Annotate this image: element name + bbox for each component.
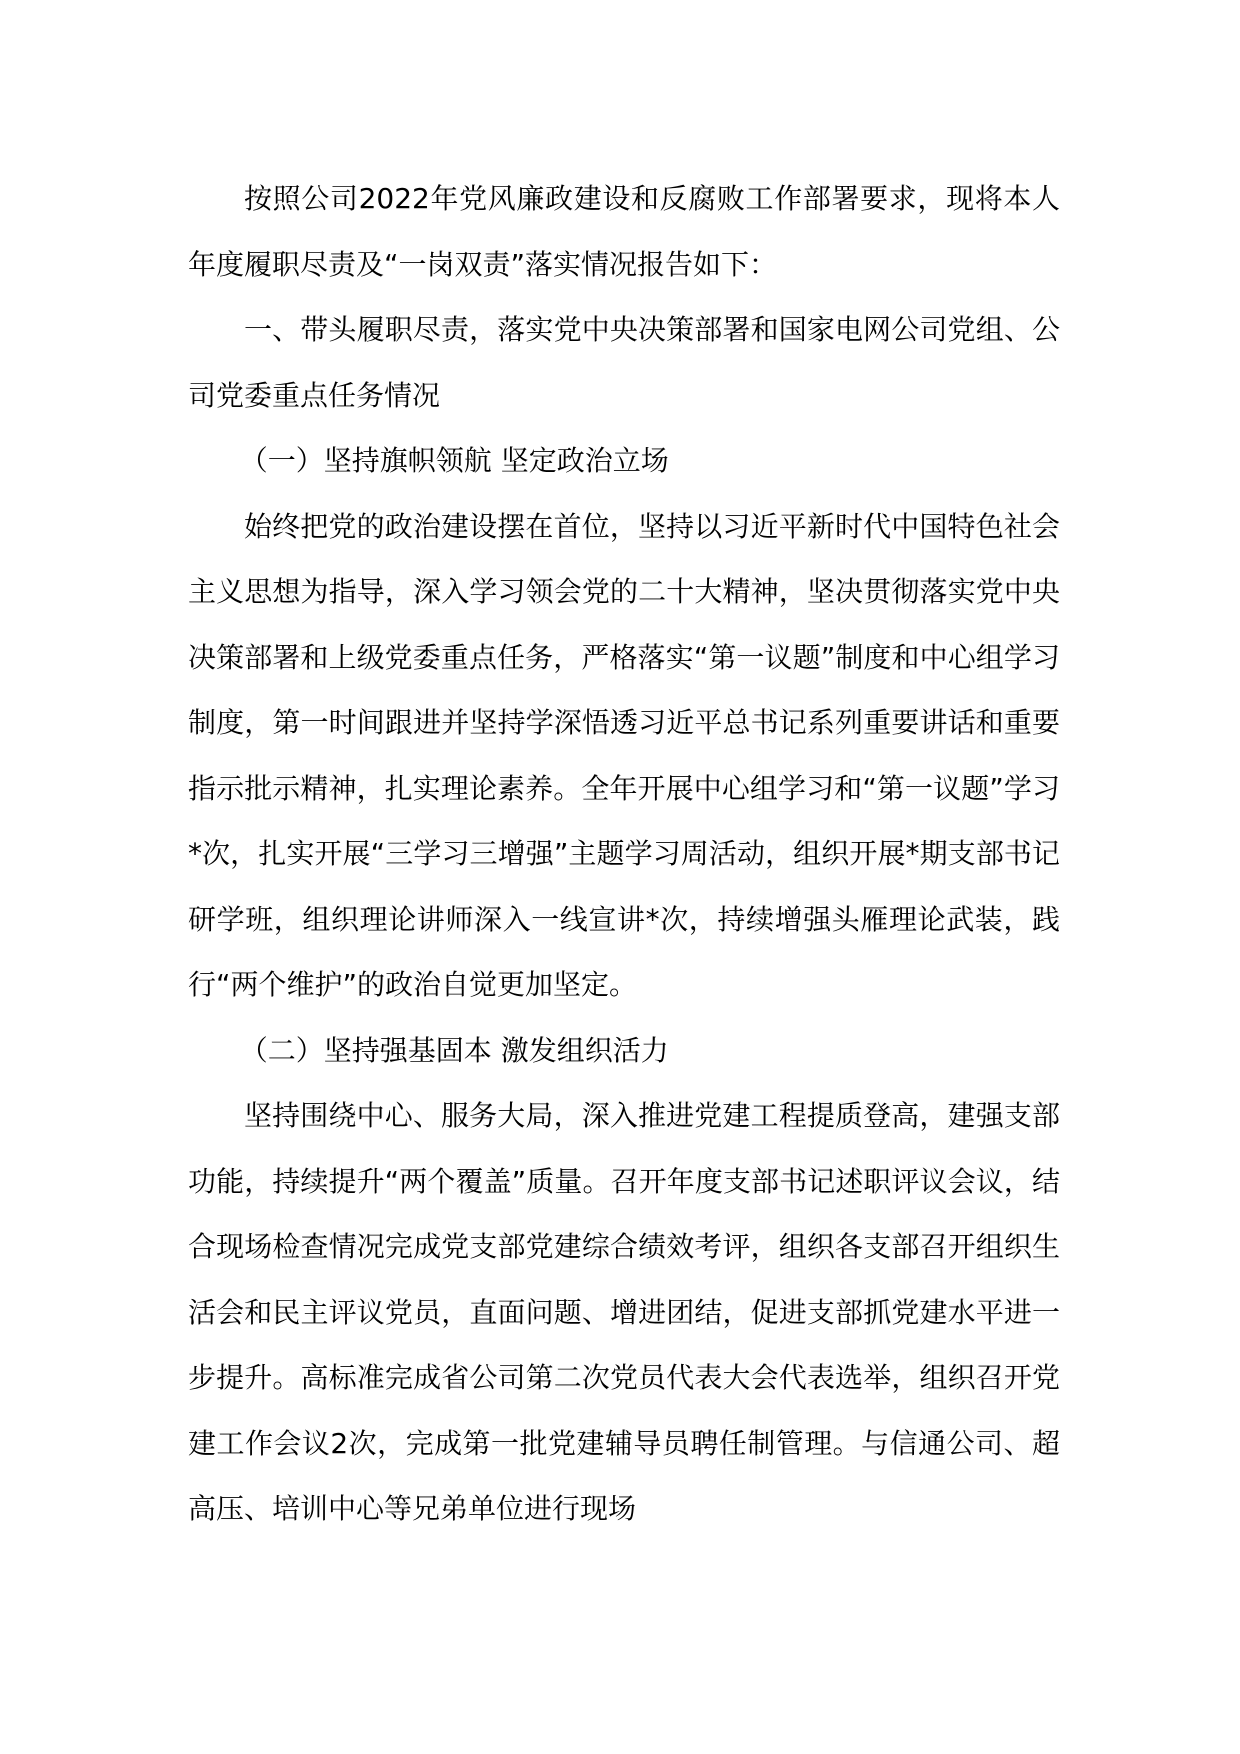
paragraph-political-building: 始终把党的政治建设摆在首位，坚持以习近平新时代中国特色社会主义思想为指导，深入学习领会党的二十大精神，坚决贯彻落实党中央决策部署和上级党委重点任务，严格落实“第一议题”制度和中心组学习制度，第一时间跟进并坚持学深悟透习近平总书记系列重要讲话和重要指示批示精神，扎实理论素养。全年开展中心组学习和“第一议题”学习*次，扎实开展“三学习三增强”主题学习周活动，组织开展*期支部书记研学班，组织理论讲师深入一线宣讲*次，持续增强头雁理论武装，践行“两个维护”的政治自觉更加坚定。 <box>188 509 1060 1001</box>
paragraph-organization-building: 坚持围绕中心、服务大局，深入推进党建工程提质登高，建强支部功能，持续提升“两个覆盖”质量。召开年度支部书记述职评议会议，结合现场检查情况完成党支部党建综合绩效考评，组织各支部召开组织生活会和民主评议党员，直面问题、增进团结，促进支部抓党建水平进一步提升。高标准完成省公司第二次党员代表大会代表选举，组织召开党建工作会议2次，完成第一批党建辅导员聘任制管理。与信通公司、超高压、培训中心等兄弟单位进行现场 <box>188 1099 1060 1525</box>
document-body <box>188 166 1060 1542</box>
subheading-organization-vitality: （二）坚持强基固本 激发组织活力 <box>239 1033 669 1067</box>
subheading-political-stance: （一）坚持旗帜领航 坚定政治立场 <box>239 444 669 477</box>
section-heading-one: 一、带头履职尽责，落实党中央决策部署和国家电网公司党组、公司党委重点任务情况 <box>188 313 1060 412</box>
paragraph-intro: 按照公司2022年党风廉政建设和反腐败工作部署要求，现将本人年度履职尽责及“一岗双责”落实情况报告如下： <box>188 182 1060 281</box>
